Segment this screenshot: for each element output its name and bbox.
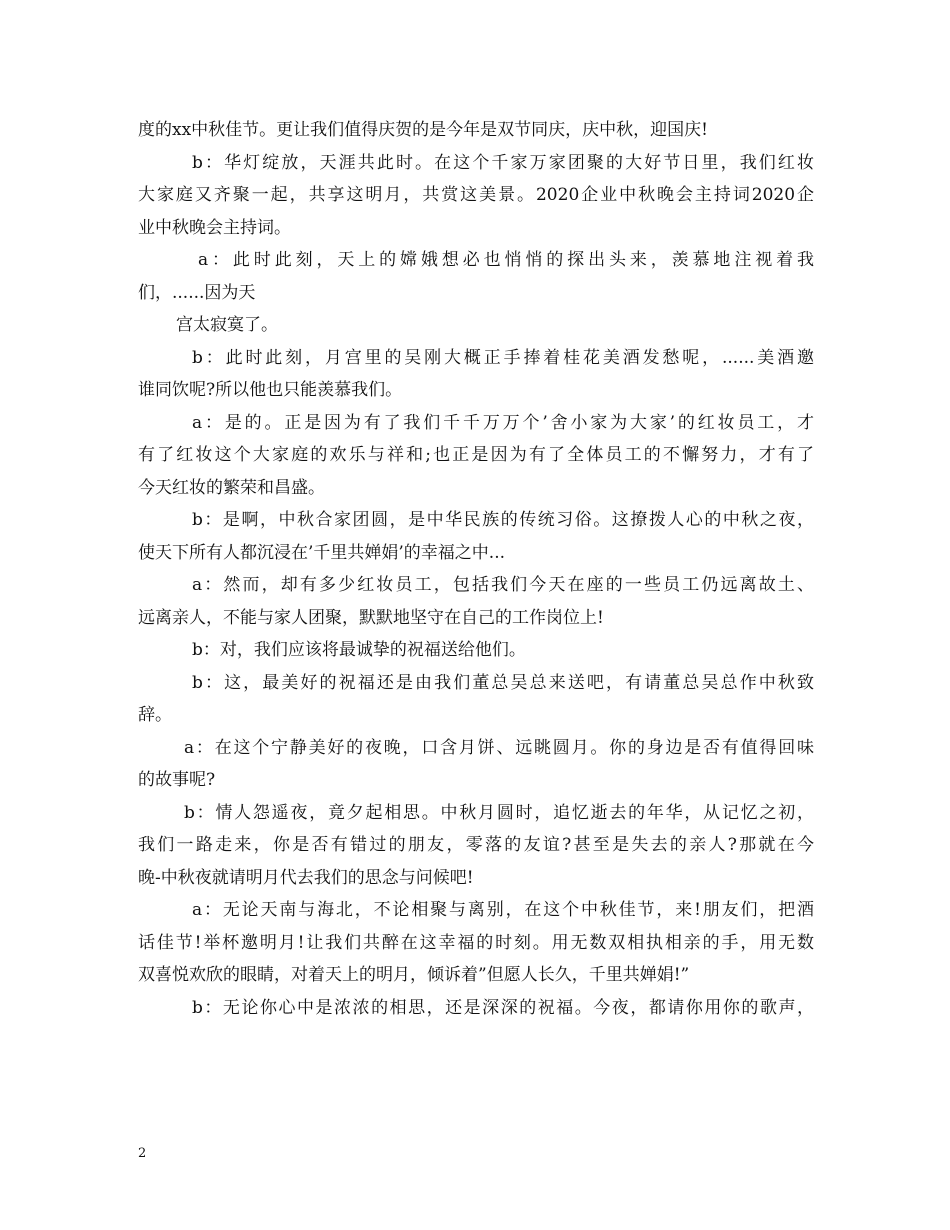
text-line: a：在这个宁静美好的夜晚，口含月饼、远眺圆月。你的身边是否有值得回味: [184, 737, 814, 758]
text-line: a：此时此刻，天上的嫦娥想必也悄悄的探出头来，羡慕地注视着我: [198, 250, 814, 270]
text-line: 们，......因为天: [138, 282, 256, 303]
text-line: 宫太寂寞了。: [176, 315, 278, 335]
text-line: 使天下所有人都沉浸在’千里共婵娟’的幸福之中...: [138, 542, 506, 563]
text-line: 晚-中秋夜就请明月代去我们的思念与问候吧!: [138, 867, 474, 888]
text-line: 的故事呢?: [138, 770, 216, 790]
text-line: 业中秋晚会主持词。: [138, 217, 291, 238]
text-line: b：华灯绽放，天涯共此时。在这个千家万家团聚的大好节日里，我们红妆: [192, 152, 814, 173]
text-line: 谁同饮呢?所以他也只能羡慕我们。: [138, 380, 403, 400]
page-number: 2: [138, 1146, 147, 1161]
text-line: 话佳节!举杯邀明月!让我们共醉在这幸福的时刻。用无数双相执相亲的手，用无数: [138, 932, 814, 953]
text-line: 我们一路走来，你是否有错过的朋友，零落的友谊?甚至是失去的亲人?那就在今: [138, 835, 814, 855]
text-line: 大家庭又齐聚一起，共享这明月，共赏这美景。2020企业中秋晚会主持词2020企: [138, 185, 814, 205]
document-body: [138, 114, 814, 1024]
text-line: 辞。: [138, 705, 172, 725]
text-line: a：无论天南与海北，不论相聚与离别，在这个中秋佳节，来!朋友们，把酒: [192, 900, 814, 920]
text-line: b：无论你心中是浓浓的相思，还是深深的祝福。今夜，都请你用你的歌声，: [192, 997, 814, 1018]
text-line: 今天红妆的繁荣和昌盛。: [138, 477, 325, 498]
text-line: a：是的。正是因为有了我们千千万万个’舍小家为大家’的红妆员工，才: [192, 412, 814, 433]
text-line: b：这，最美好的祝福还是由我们董总吴总来送吧，有请董总吴总作中秋致: [192, 672, 814, 693]
text-line: b：对，我们应该将最诚挚的祝福送给他们。: [192, 640, 526, 660]
text-line: 有了红妆这个大家庭的欢乐与祥和;也正是因为有了全体员工的不懈努力，才有了: [138, 445, 814, 465]
text-line: b：是啊，中秋合家团圆，是中华民族的传统习俗。这撩拨人心的中秋之夜，: [192, 510, 814, 530]
text-line: b：情人怨遥夜，竟夕起相思。中秋月圆时，追忆逝去的年华，从记忆之初，: [184, 802, 814, 823]
text-line: 双喜悦欢欣的眼睛，对着天上的明月，倾诉着”但愿人长久，千里共婵娟!”: [138, 965, 690, 985]
text-line: 度的xx中秋佳节。更让我们值得庆贺的是今年是双节同庆，庆中秋，迎国庆!: [138, 120, 709, 140]
text-line: 远离亲人，不能与家人团聚，默默地坚守在自己的工作岗位上!: [138, 607, 604, 628]
text-line: a：然而，却有多少红妆员工，包括我们今天在座的一些员工仍远离故土、: [192, 575, 814, 595]
text-line: b：此时此刻，月宫里的吴刚大概正手捧着桂花美酒发愁呢，......美酒邀: [192, 347, 814, 368]
